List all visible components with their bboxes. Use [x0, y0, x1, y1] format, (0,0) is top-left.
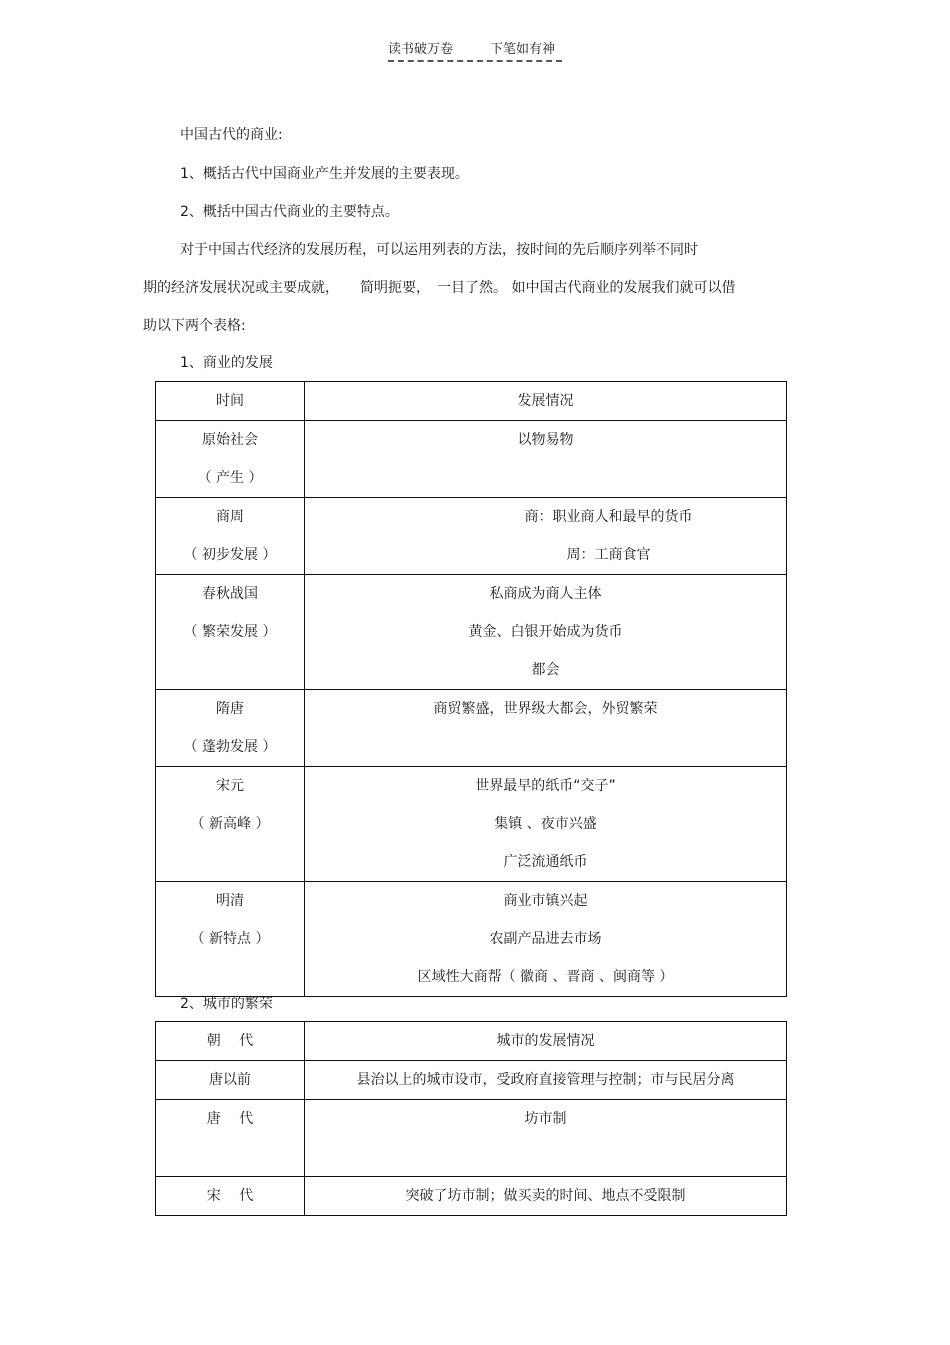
detail-cell — [305, 690, 787, 767]
detail-cell — [305, 498, 787, 575]
table-row — [156, 767, 787, 882]
table-row — [156, 882, 787, 997]
table2-caption: 2、城市的繁荣 — [180, 996, 273, 1012]
period-cell — [156, 767, 305, 882]
paragraph-line-2: 期的经济发展状况或主要成就， 简明扼要， 一目了然。 如中国古代商业的发展我们就可以借 — [143, 280, 736, 296]
table-row — [156, 690, 787, 767]
detail-cell — [305, 421, 787, 498]
table1-caption: 1、商业的发展 — [180, 355, 273, 371]
table-row — [156, 1177, 787, 1216]
period-stage: （ 繁荣发展 ） — [183, 624, 277, 640]
table2-header-row — [156, 1022, 787, 1061]
detail-cell — [305, 575, 787, 690]
header-motto-right: 下笔如有神 — [490, 42, 556, 57]
header-motto-left: 读书破万卷 — [388, 42, 454, 57]
period-cell — [156, 690, 305, 767]
table1-header-time: 时间 — [156, 382, 305, 421]
period-stage: （ 新高峰 ） — [190, 816, 270, 832]
section-title: 中国古代的商业: — [180, 127, 283, 143]
page-header — [388, 38, 562, 62]
period-name: 原始社会 — [202, 432, 258, 448]
detail-cell: 突破了坊市制；做买卖的时间、地点不受限制 — [305, 1177, 787, 1216]
table-row — [156, 498, 787, 575]
period-stage: （ 蓬勃发展 ） — [183, 739, 277, 755]
dynasty-cell: 宋 代 — [156, 1177, 305, 1216]
period-cell — [156, 882, 305, 997]
table-row — [156, 575, 787, 690]
detail-line: 广泛流通纸币 — [503, 854, 588, 870]
period-cell — [156, 421, 305, 498]
table1-header-detail: 发展情况 — [305, 382, 787, 421]
table-row — [156, 1100, 787, 1177]
period-name: 明清 — [216, 893, 244, 909]
question-2: 2、概括中国古代商业的主要特点。 — [180, 204, 399, 220]
table-row — [156, 1061, 787, 1100]
paragraph-line-1: 对于中国古代经济的发展历程，可以运用列表的方法，按时间的先后顺序列举不同时 — [180, 242, 698, 258]
period-cell — [156, 498, 305, 575]
period-name: 宋元 — [216, 778, 244, 794]
table-row — [156, 421, 787, 498]
detail-line: 集镇 、夜市兴盛 — [494, 816, 597, 832]
detail-line: 周：工商食官 — [566, 547, 651, 563]
detail-line: 商：职业商人和最早的货币 — [524, 509, 693, 525]
commerce-development-table — [155, 381, 787, 997]
detail-line: 商贸繁盛，世界级大都会，外贸繁荣 — [433, 701, 658, 717]
dynasty-cell: 唐以前 — [156, 1061, 305, 1100]
period-stage: （ 新特点 ） — [190, 931, 270, 947]
detail-line: 商业市镇兴起 — [503, 893, 588, 909]
period-stage: （ 产生 ） — [197, 470, 263, 486]
question-1: 1、概括古代中国商业产生并发展的主要表现。 — [180, 166, 469, 182]
paragraph-line-3: 助以下两个表格: — [143, 318, 246, 334]
detail-line: 以物易物 — [517, 432, 574, 448]
period-stage: （ 初步发展 ） — [183, 547, 277, 563]
detail-cell — [305, 882, 787, 997]
detail-cell — [305, 767, 787, 882]
detail-line: 区域性大商帮（ 徽商 、晋商 、闽商等 ） — [417, 969, 674, 985]
table1-header-row — [156, 382, 787, 421]
period-name: 隋唐 — [216, 701, 244, 717]
city-prosperity-table — [155, 1021, 787, 1216]
dynasty-cell: 唐 代 — [156, 1100, 305, 1177]
period-name: 春秋战国 — [202, 586, 258, 602]
detail-line: 农副产品进去市场 — [489, 931, 602, 947]
detail-cell: 坊市制 — [305, 1100, 787, 1177]
detail-line: 世界最早的纸币“交子” — [475, 778, 616, 794]
detail-line: 私商成为商人主体 — [489, 586, 602, 602]
period-name: 商周 — [216, 509, 244, 525]
period-cell — [156, 575, 305, 690]
detail-cell: 县治以上的城市设市，受政府直接管理与控制；市与民居分离 — [305, 1061, 787, 1100]
detail-line: 黄金、白银开始成为货币 — [468, 624, 623, 640]
table2-header-detail: 城市的发展情况 — [305, 1022, 787, 1061]
detail-line: 都会 — [531, 662, 560, 678]
table2-header-dynasty: 朝 代 — [156, 1022, 305, 1061]
